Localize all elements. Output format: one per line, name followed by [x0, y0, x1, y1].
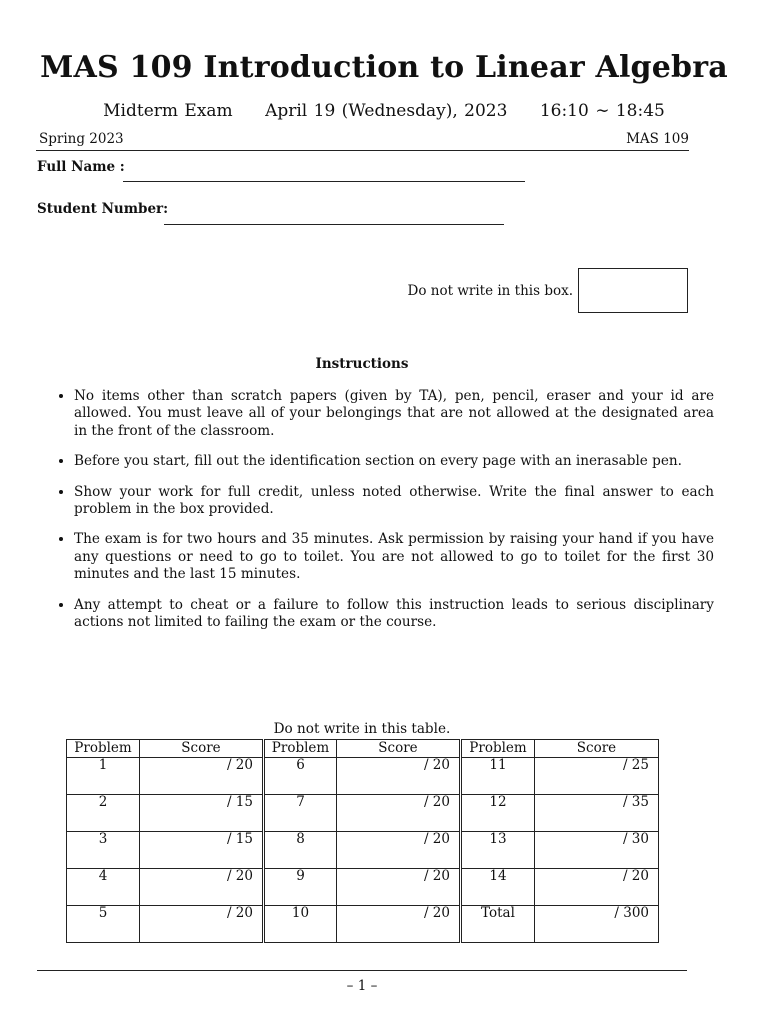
exam-subtitle [0, 101, 768, 121]
header-rule [36, 150, 689, 151]
score-table-caption: Do not write in this table. [273, 721, 451, 737]
problem-number-cell: Total [461, 906, 535, 943]
table-row [67, 906, 659, 943]
page-number: – 1 – [346, 978, 378, 994]
score-cell[interactable]: / 20 [337, 869, 461, 906]
problem-number-cell: 2 [67, 795, 140, 832]
student-number-label: Student Number: [37, 201, 169, 217]
problem-number-cell: 11 [461, 758, 535, 795]
score-box [578, 268, 688, 313]
problem-number-cell: 1 [67, 758, 140, 795]
score-cell[interactable]: / 30 [535, 832, 659, 869]
header-course: MAS 109 [626, 131, 689, 147]
column-header: Score [140, 740, 264, 758]
table-row [67, 869, 659, 906]
instructions-heading: Instructions [315, 356, 409, 372]
score-cell[interactable]: / 20 [337, 906, 461, 943]
exam-title: MAS 109 Introduction to Linear Algebra [40, 50, 728, 85]
score-cell[interactable]: / 20 [140, 906, 264, 943]
exam-time: 16:10 ∼ 18:45 [539, 101, 665, 121]
score-table [66, 739, 659, 943]
problem-number-cell: 7 [264, 795, 337, 832]
problem-number-cell: 13 [461, 832, 535, 869]
problem-number-cell: 12 [461, 795, 535, 832]
score-table-header [67, 740, 659, 758]
problem-number-cell: 10 [264, 906, 337, 943]
problem-number-cell: 14 [461, 869, 535, 906]
column-header: Problem [67, 740, 140, 758]
footer-rule [37, 970, 687, 971]
column-header: Problem [264, 740, 337, 758]
column-header: Score [337, 740, 461, 758]
score-cell[interactable]: / 20 [337, 758, 461, 795]
problem-number-cell: 3 [67, 832, 140, 869]
table-row [67, 832, 659, 869]
problem-number-cell: 9 [264, 869, 337, 906]
column-header: Score [535, 740, 659, 758]
score-cell[interactable]: / 15 [140, 795, 264, 832]
table-row [67, 795, 659, 832]
full-name-line[interactable] [123, 181, 525, 182]
exam-type: Midterm Exam [103, 101, 233, 121]
score-cell[interactable]: / 25 [535, 758, 659, 795]
table-row [67, 758, 659, 795]
instruction-item: • No items other than scratch papers (given by TA), pen, pencil, eraser and your id are allowed. You must leave all of your belongings that are not allowed at the designated area in the front of the classroom. [74, 388, 714, 440]
problem-number-cell: 4 [67, 869, 140, 906]
instruction-item: • Show your work for full credit, unless noted otherwise. Write the final answer to each problem in the box provided. [74, 484, 714, 519]
score-cell[interactable]: / 20 [535, 869, 659, 906]
problem-number-cell: 5 [67, 906, 140, 943]
score-cell[interactable]: / 15 [140, 832, 264, 869]
score-cell[interactable]: / 35 [535, 795, 659, 832]
header-semester: Spring 2023 [39, 131, 124, 147]
score-cell[interactable]: / 20 [140, 869, 264, 906]
score-cell[interactable]: / 20 [337, 795, 461, 832]
score-cell[interactable]: / 300 [535, 906, 659, 943]
problem-number-cell: 8 [264, 832, 337, 869]
instruction-item: • Any attempt to cheat or a failure to follow this instruction leads to serious disciplinary actions not limited to failing the exam or the course. [74, 597, 714, 632]
instruction-item: • The exam is for two hours and 35 minutes. Ask permission by raising your hand if you have any questions or need to go to toilet. You are not allowed to go to toilet for the first 30 minutes and the last 15 minutes. [74, 531, 714, 583]
instruction-item: • Before you start, fill out the identification section on every page with an inerasable pen. [74, 453, 714, 470]
full-name-label: Full Name : [37, 159, 125, 175]
column-header: Problem [461, 740, 535, 758]
score-cell[interactable]: / 20 [337, 832, 461, 869]
score-table-body [67, 758, 659, 943]
exam-date: April 19 (Wednesday), 2023 [265, 101, 508, 121]
score-cell[interactable]: / 20 [140, 758, 264, 795]
instructions-list [48, 388, 714, 644]
score-box-label: Do not write in this box. [407, 283, 573, 299]
student-number-line[interactable] [164, 224, 504, 225]
problem-number-cell: 6 [264, 758, 337, 795]
